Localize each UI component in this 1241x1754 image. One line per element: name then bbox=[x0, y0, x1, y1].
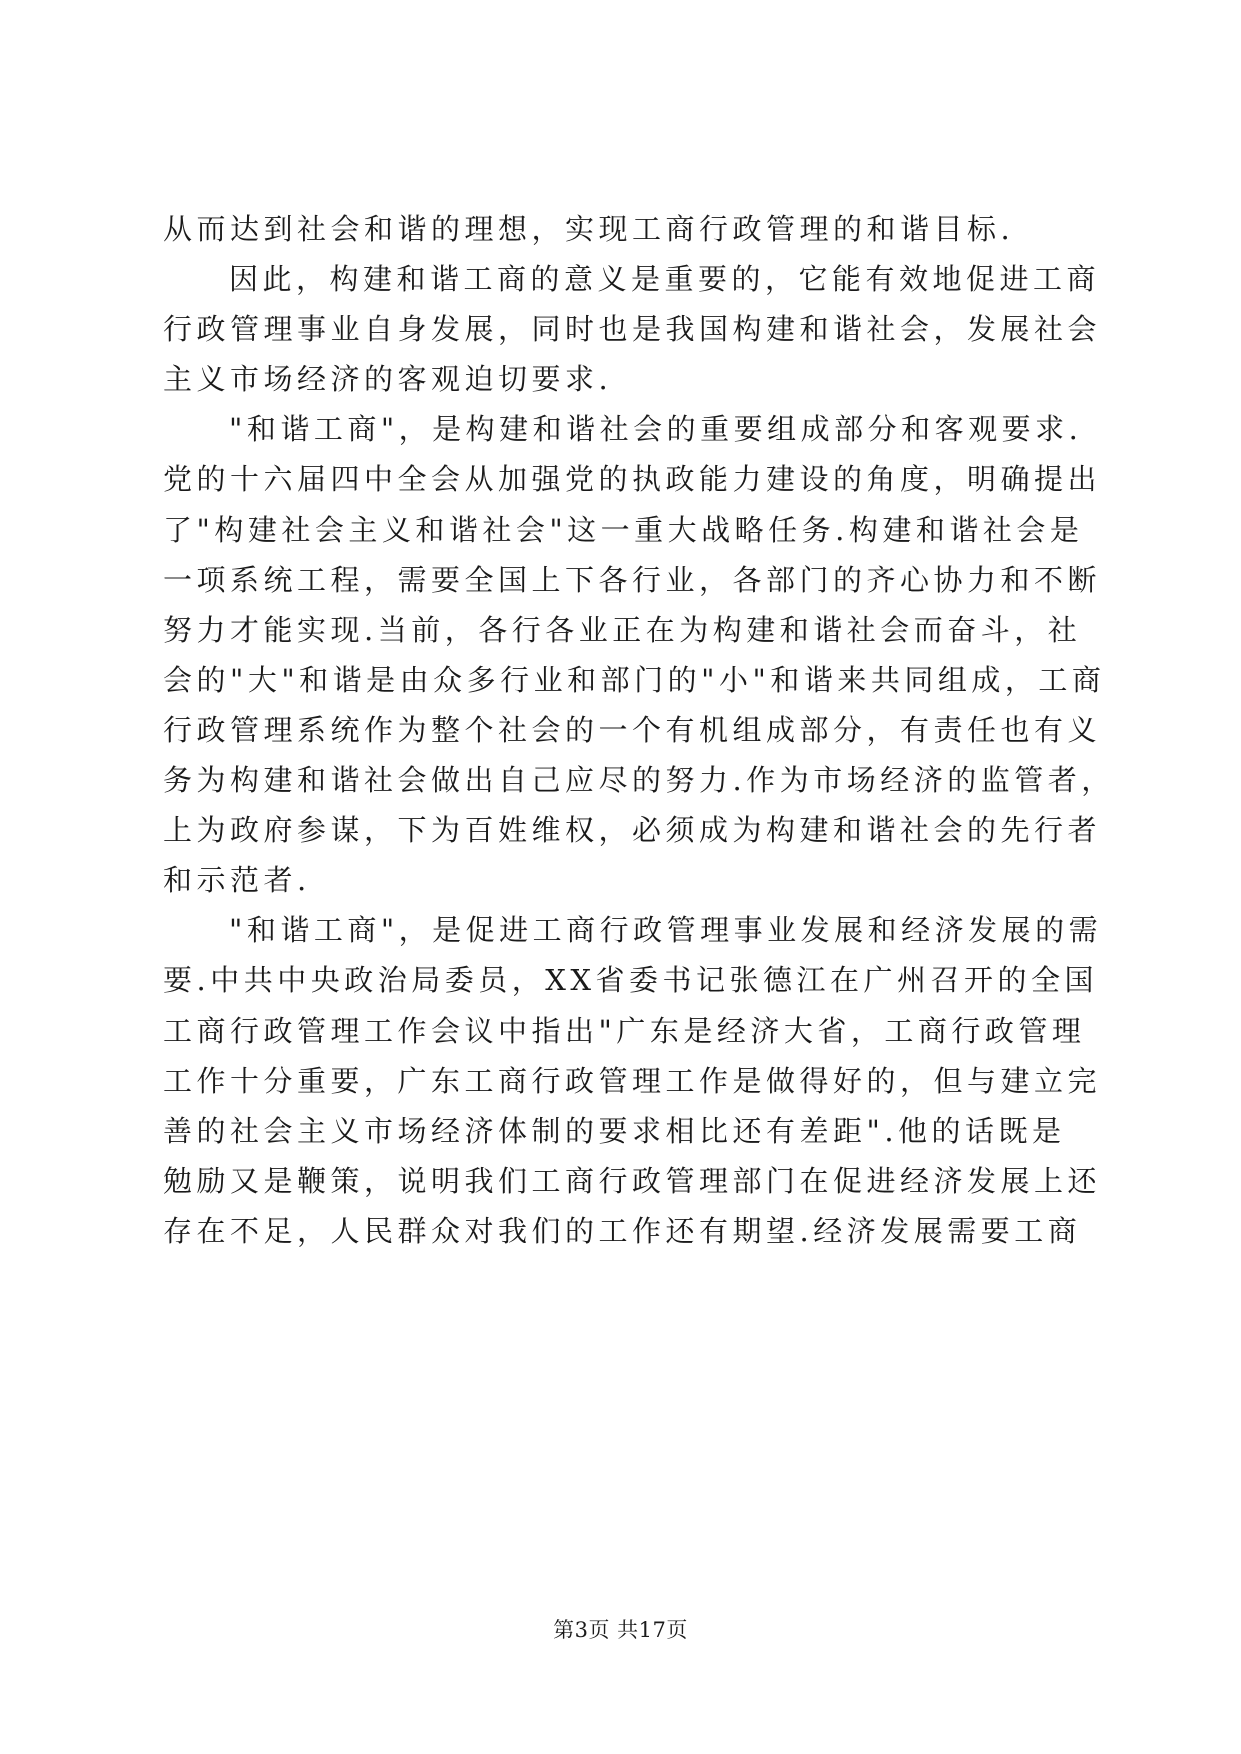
text-line: 行政管理系统作为整个社会的一个有机组成部分，有责任也有义 bbox=[163, 712, 1102, 747]
page-number-label: 第3页 共17页 bbox=[553, 1618, 688, 1642]
text-line: 主义市场经济的客观迫切要求. bbox=[163, 362, 613, 397]
text-line: 工作十分重要，广东工商行政管理工作是做得好的，但与建立完 bbox=[163, 1063, 1102, 1098]
text-line: 和示范者. bbox=[163, 863, 311, 898]
text-line: 了"构建社会主义和谐社会"这一重大战略任务.构建和谐社会是 bbox=[163, 512, 1084, 547]
text-line: 党的十六届四中全会从加强党的执政能力建设的角度，明确提出 bbox=[163, 462, 1102, 497]
text-line: 要.中共中央政治局委员，XX省委书记张德江在广州召开的全国 bbox=[163, 963, 1099, 998]
text-line: 善的社会主义市场经济体制的要求相比还有差距".他的话既是 bbox=[163, 1113, 1066, 1148]
text-line: "和谐工商"，是促进工商行政管理事业发展和经济发展的需 bbox=[229, 913, 1103, 948]
text-line: 勉励又是鞭策，说明我们工商行政管理部门在促进经济发展上还 bbox=[163, 1163, 1102, 1198]
text-line: 存在不足，人民群众对我们的工作还有期望.经济发展需要工商 bbox=[163, 1213, 1082, 1248]
text-line: 上为政府参谋，下为百姓维权，必须成为构建和谐社会的先行者 bbox=[163, 813, 1102, 848]
text-line: 因此，构建和谐工商的意义是重要的，它能有效地促进工商 bbox=[229, 262, 1101, 297]
page-footer bbox=[0, 1614, 1241, 1644]
text-line: 工商行政管理工作会议中指出"广东是经济大省，工商行政管理 bbox=[163, 1013, 1086, 1048]
text-line: 努力才能实现.当前，各行各业正在为构建和谐社会而奋斗，社 bbox=[163, 612, 1082, 647]
text-line: 一项系统工程，需要全国上下各行业，各部门的齐心协力和不断 bbox=[163, 562, 1102, 597]
text-line: 务为构建和谐社会做出自己应尽的努力.作为市场经济的监管者， bbox=[163, 763, 1115, 798]
body-text bbox=[163, 204, 1115, 1256]
text-line: 会的"大"和谐是由众多行业和部门的"小"和谐来共同组成，工商 bbox=[163, 662, 1106, 697]
text-line: 从而达到社会和谐的理想，实现工商行政管理的和谐目标. bbox=[163, 212, 1015, 246]
text-line: "和谐工商"，是构建和谐社会的重要组成部分和客观要求. bbox=[229, 412, 1083, 447]
text-line: 行政管理事业自身发展，同时也是我国构建和谐社会，发展社会 bbox=[163, 312, 1102, 347]
